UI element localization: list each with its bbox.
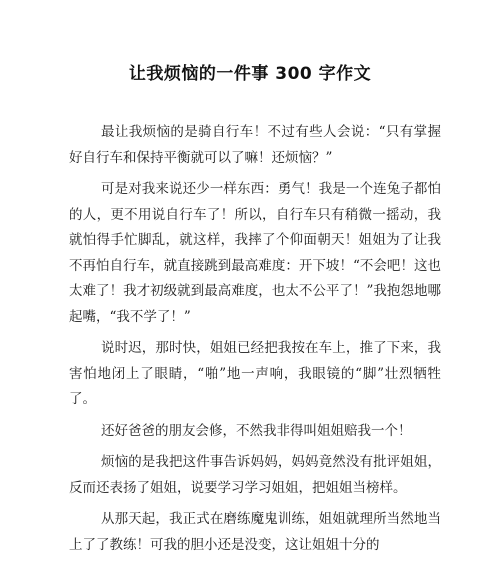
paragraph: 从那天起，我正式在磨练魔鬼训练，姐姐就理所当然地当上了了教练！可我的胆小还是没变，这让姐姐十分的 bbox=[69, 511, 441, 553]
paragraph: 说时迟，那时快，姐姐已经把我按在车上，推了下来，我害怕地闭上了眼睛，“啪”地一声响，我眼镜的“脚”壮烈牺牲了。 bbox=[69, 340, 441, 407]
paragraph: 烦恼的是我把这件事告诉妈妈，妈妈竟然没有批评姐姐，反而还表扬了姐姐，说要学习学习姐姐，把姐姐当榜样。 bbox=[69, 454, 441, 496]
paragraph: 还好爸爸的朋友会修，不然我非得叫姐姐赔我一个！ bbox=[101, 422, 412, 439]
document-body bbox=[69, 120, 441, 564]
paragraph: 最让我烦恼的是骑自行车！不过有些人会说：“只有掌握好自行车和保持平衡就可以了嘛！还烦恼？” bbox=[69, 124, 441, 166]
document-title: 让我烦恼的一件事 300 字作文 bbox=[128, 64, 372, 84]
paragraph: 可是对我来说还少一样东西：勇气！我是一个连兔子都怕的人，更不用说自行车了！所以，自行车只有稍微一摇动，我就怕得手忙脚乱，就这样，我摔了个仰面朝天！姐姐为了让我不再怕自行车，就直接跳到最高难度：开下坡！“不会吧！这也太难了！我才初级就到最高难度，也太不公平了！”我抱怨地哪起嘴，“我不学了！” bbox=[69, 181, 441, 325]
